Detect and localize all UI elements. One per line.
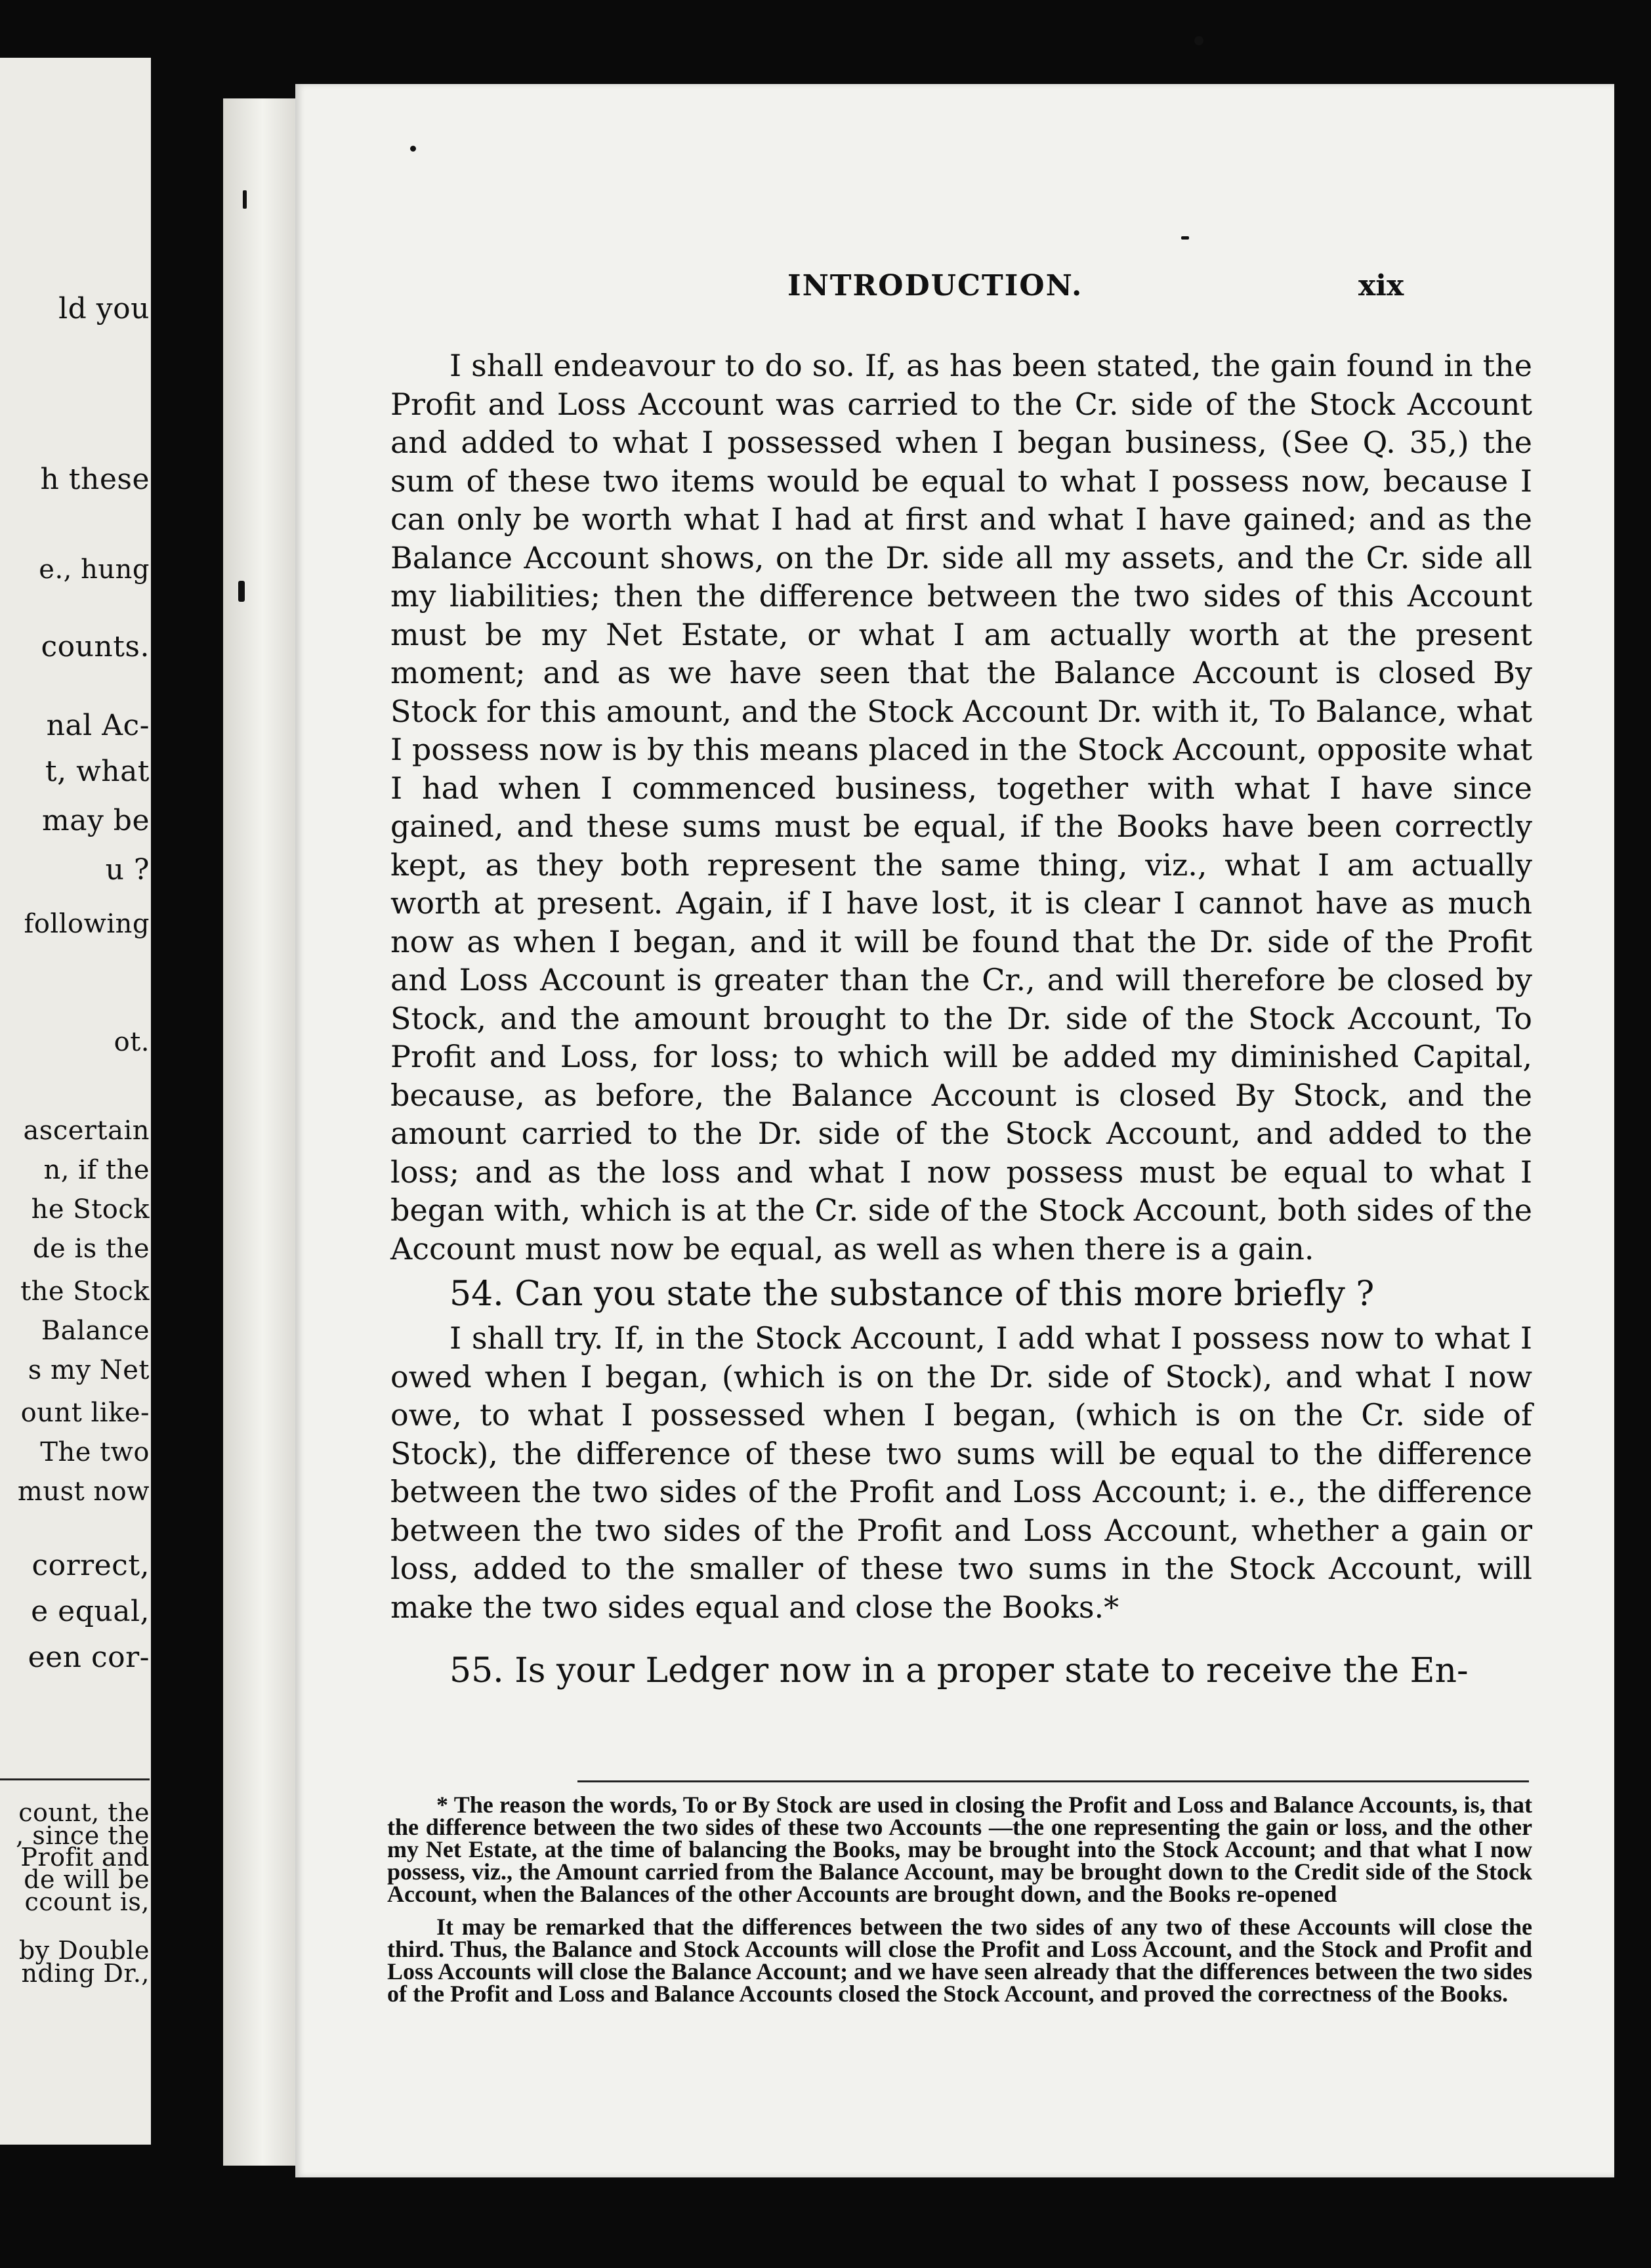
left-page-footnote-line: ccount is,: [24, 1887, 150, 1916]
left-page-line: may be: [41, 804, 150, 837]
left-page-footnote-line: Profit and: [20, 1843, 150, 1872]
answer-paragraph: I shall endeavour to do so. If, as has been stated, the gain found in the Profit and Loss Account was carried to the Cr. side of the Stock Account and added to what I possessed when I began business, (See Q. 35,) the sum of these two items would be equal to what I possess now, because I can only be worth what I had at first and what I have gained; and as the Balance Account shows, on the Dr. side all my assets, and the Cr. side all my liabilities; then the difference between the two sides of this Account must be my Net Estate, or what I am actually worth at the present moment; and as we have seen that the Balance Account is closed By Stock for this amount, and the Stock Account Dr. with it, To Balance, what I possess now is by this means placed in the Stock Account, opposite what I had when I commenced business, together with what I have since gained, and these sums must be equal, if the Books have been correctly kept, as they both represent the same thing, viz., what I am actually worth at present. Again, if I have lost, it is clear I cannot have as much now as when I began, and it will be found that the Dr. side of the Profit and Loss Account is greater than the Cr., and will therefore be closed by Stock, and the amount brought to the Dr. side of the Stock Account, To Profit and Loss, for loss; to which will be added my diminished Capital, because, as before, the Balance Account is closed By Stock, and the amount carried to the Dr. side of the Stock Account, and added to the loss; and as the loss and what I now possess must be equal to what I began with, which is at the Cr. side of the Stock Account, both sides of the Account must now be equal, as well as when there is a gain.: [390, 348, 1532, 1267]
left-page-line: t, what: [45, 755, 150, 788]
left-page-line: u ?: [105, 853, 150, 887]
left-page-line: correct,: [31, 1549, 150, 1582]
left-page-line: e., hung: [39, 555, 150, 585]
left-page-line: ascertain: [23, 1116, 150, 1146]
left-page-line: een cor-: [28, 1641, 150, 1674]
left-page-line: The two: [40, 1437, 150, 1467]
left-page-line: ot.: [114, 1027, 150, 1057]
left-page-line: de is the: [32, 1234, 150, 1264]
book-gutter: [223, 98, 295, 2166]
previous-page-fragment: [0, 58, 151, 2145]
left-page-line: nal Ac-: [46, 709, 150, 742]
left-page-line: e equal,: [31, 1595, 150, 1628]
left-page-line: the Stock: [20, 1276, 150, 1307]
left-page-line: following: [24, 909, 150, 939]
left-page-line: Balance: [41, 1316, 150, 1346]
left-page-footnote-line: count, the: [18, 1798, 150, 1827]
scan-speck: [1181, 236, 1189, 240]
left-page-line: ount like-: [20, 1398, 150, 1428]
scan-speck: [410, 146, 416, 152]
page-number: xix: [1358, 269, 1404, 303]
question-54: 54. Can you state the substance of this more briefly ?: [449, 1274, 1375, 1314]
scan-speck: [243, 190, 247, 209]
footnote-1: * The reason the words, To or By Stock are used in closing the Profit and Loss and Balance Accounts, is, that the difference between the two sides of these two Accounts —the one representing the gain or loss, and the other my Net Estate, at the time of balancing the Books, may be brought into the Stock Account; and that what I now possess, viz., the Amount carried from the Balance Account, may be brought down to the Credit side of the Stock Account, when the Balances of the other Accounts are brought down, and the Books re-opened: [387, 1792, 1532, 1907]
scan-speck: [238, 581, 245, 602]
left-page-line: he Stock: [31, 1194, 150, 1225]
scan-speck: [1194, 36, 1203, 45]
footnote-divider: [577, 1780, 1529, 1782]
book-page: [295, 84, 1614, 2177]
question-55: 55. Is your Ledger now in a proper state to receive the En-: [449, 1651, 1469, 1690]
left-footnote-rule: [0, 1778, 150, 1780]
left-page-footnote-line: de will be: [24, 1865, 150, 1894]
answer-paragraph: I shall try. If, in the Stock Account, I add what I possess now to what I owed when I began, (which is on the Dr. side of Stock), and what I now owe, to what I possessed when I began, (which is on the Cr. side of Stock), the difference of these two sums will be equal to the difference between the two sides of the Profit and Loss Account; i. e., the difference between the two sides of the Profit and Loss Account, whether a gain or loss, added to the smaller of these two sums in the Stock Account, will make the two sides equal and close the Books.*: [390, 1320, 1532, 1625]
footnotes: [387, 1794, 1532, 2015]
left-page-footnote-line: , since the: [16, 1821, 150, 1850]
left-page-line: h these: [40, 463, 150, 496]
page-body: [390, 346, 1532, 1696]
left-page-line: n, if the: [43, 1155, 150, 1185]
left-page-footnote-line: nding Dr.,: [21, 1959, 150, 1988]
running-head: INTRODUCTION.: [787, 269, 1083, 303]
left-page-line: counts.: [41, 630, 150, 663]
left-page-footnote-line: by Double: [18, 1936, 150, 1965]
footnote-2: It may be remarked that the differences between the two sides of any two of these Accounts will close the third. Thus, the Balance and Stock Accounts will close the Profit and Loss Account, and the Stock and Profit and Loss Accounts will close the Balance Account; and we have seen already that the differences between the two sides of the Profit and Loss and Balance Accounts closed the Stock Account, and proved the correctness of the Books.: [387, 1914, 1532, 2007]
left-page-line: s my Net: [28, 1355, 150, 1385]
left-page-line: ld you: [58, 292, 150, 326]
left-page-line: must now: [17, 1477, 150, 1507]
